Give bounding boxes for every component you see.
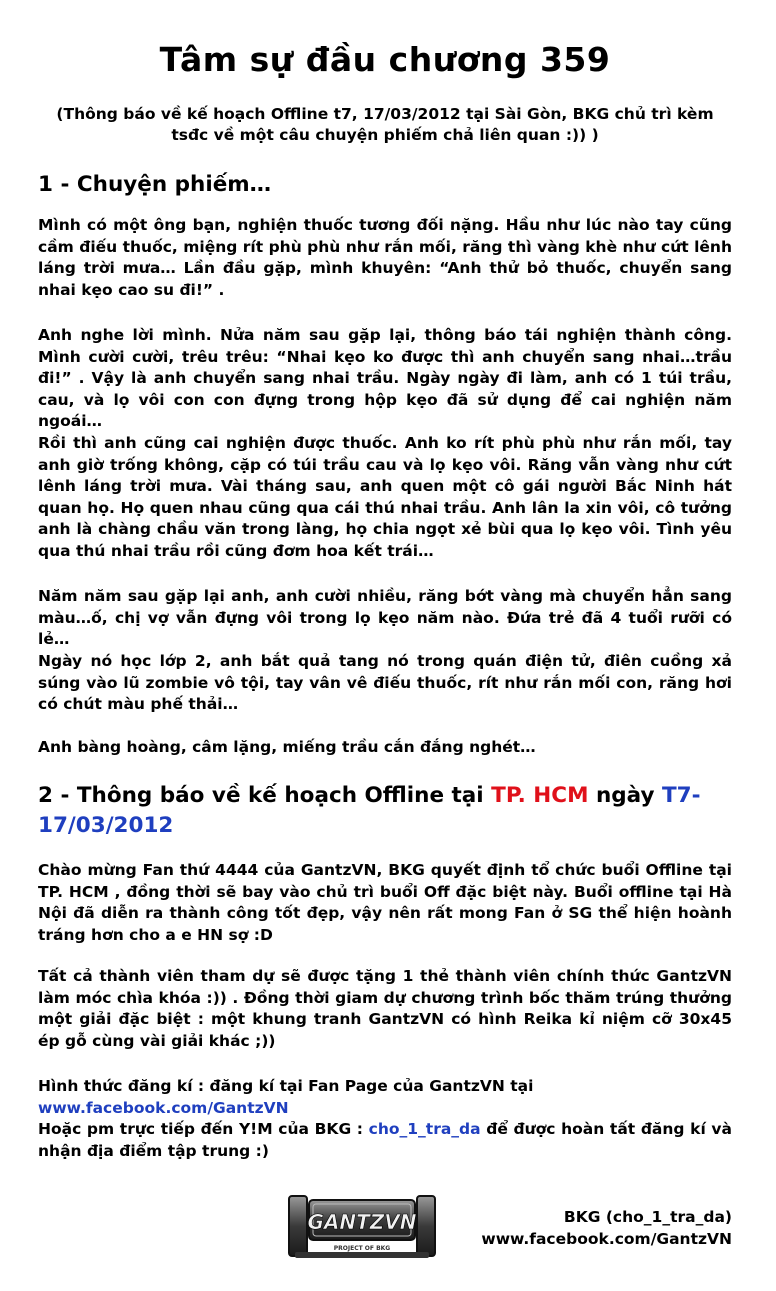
fanpage-link[interactable]: www.facebook.com/GantzVN [38, 1098, 289, 1117]
section-2-heading-prefix: 2 - Thông báo về kế hoạch Offline tại [38, 783, 492, 808]
pm-prefix: Hoặc pm trực tiếp đến Y!M của BKG : [38, 1120, 369, 1138]
section-2-heading [38, 781, 732, 841]
registration-paragraph [38, 1076, 732, 1162]
logo-subtext: PROJECT OF BKG [333, 1245, 391, 1252]
pm-suffix: để được hoàn tất đăng kí và nhận địa điểm tập trung :) [38, 1120, 732, 1160]
section-1-paragraph-6: Anh bàng hoàng, câm lặng, miếng trầu cắn đắng nghét… [38, 738, 536, 756]
section-1-paragraph-3: Rồi thì anh cũng cai nghiện được thuốc. Anh ko rít phù phù như rắn mối, tay anh giờ trống không, cặp có túi trầu cau và lọ kẹo vôi. Răng vẫn vàng như cứt lênh láng trời mưa. Vài tháng sau, anh quen một cô gái người Bắc Ninh hát quan họ. Họ quen nhau cũng qua cái thú nhai trầu. Anh lân la xin vôi, cô tưởng anh là chàng chầu văn trong làng, họ chia ngọt xẻ bùi qua lọ kẹo vôi. Tình yêu qua thú nhai trầu rồi cũng đơm hoa kết trái… [38, 434, 732, 560]
section-2-heading-place: TP. HCM [491, 783, 589, 808]
logo-text: GANTZVN [307, 1210, 417, 1234]
page-title: Tâm sự đầu chương 359 [159, 40, 611, 79]
section-2-paragraph-2: Tất cả thành viên tham dự sẽ được tặng 1 thẻ thành viên chính thức GantzVN làm móc chìa khóa :)) . Đồng thời giam dự chương trình bốc thăm trúng thưởng một giải đặc biệt : một khung tranh GantzVN có hình Reika kỉ niệm cỡ 30x45 ép gỗ cùng vài giải khác ;)) [38, 967, 732, 1050]
section-2-heading-mid: ngày [588, 783, 662, 808]
subtitle: (Thông báo về kế hoạch Offline t7, 17/03/2012 tại Sài Gòn, BKG chủ trì kèm tsđc về một câu chuyện phiếm chả liên quan :)) ) [56, 105, 714, 144]
yahoo-id-link[interactable]: cho_1_tra_da [368, 1120, 481, 1138]
section-1-paragraph-4: Năm năm sau gặp lại anh, anh cười nhiều, răng bớt vàng mà chuyển hẳn sang màu…ố, chị vợ vẫn đựng vôi trong lọ kẹo năm nào. Đứa trẻ đã 4 tuổi rưỡi có lẻ… [38, 587, 732, 648]
signature [481, 1206, 732, 1250]
section-2-paragraph-1: Chào mừng Fan thứ 4444 của GantzVN, BKG quyết định tổ chức buổi Offline tại TP. HCM , đồng thời sẽ bay vào chủ trì buổi Off đặc biệt này. Buổi offline tại Hà Nội đã diễn ra thành công tốt đẹp, vậy nên rất mong Fan ở SG thể hiện hoành tráng hơn cho a e HN sợ :D [38, 861, 732, 944]
registration-text: Hình thức đăng kí : đăng kí tại Fan Page của GantzVN tại [38, 1077, 534, 1095]
section-2-heading-date: T7-17/03/2012 [38, 783, 701, 838]
gantzvn-logo [287, 1190, 437, 1262]
section-1-heading: 1 - Chuyện phiếm… [38, 172, 272, 197]
signature-url[interactable]: www.facebook.com/GantzVN [481, 1230, 732, 1248]
section-1-paragraph-5: Ngày nó học lớp 2, anh bắt quả tang nó trong quán điện tử, điên cuồng xả súng vào lũ zombie vô tội, tay vân vê điếu thuốc, rít như rắn mối con, răng hơi có chút màu phế thải… [38, 652, 732, 713]
signature-name: BKG (cho_1_tra_da) [563, 1208, 732, 1226]
section-1-paragraph-1: Mình có một ông bạn, nghiện thuốc tương đối nặng. Hầu như lúc nào tay cũng cầm điếu thuốc, miệng rít phù phù như rắn mối, răng thì vàng khè như cứt lênh láng trời mưa… Lần đầu gặp, mình khuyên: “Anh thử bỏ thuốc, chuyển sang nhai kẹo cao su đi!” . [38, 216, 732, 299]
section-1-paragraph-2: Anh nghe lời mình. Nửa năm sau gặp lại, thông báo tái nghiện thành công. Mình cười cười, trêu trêu: “Nhai kẹo ko được thì anh chuyển sang nhai…trầu đi!” . Vậy là anh chuyển sang nhai trầu. Ngày ngày đi làm, anh có 1 túi trầu, cau, và lọ vôi con con đựng trong hộp kẹo đã sử dụng để cai nghiện năm ngoái… [38, 326, 732, 430]
